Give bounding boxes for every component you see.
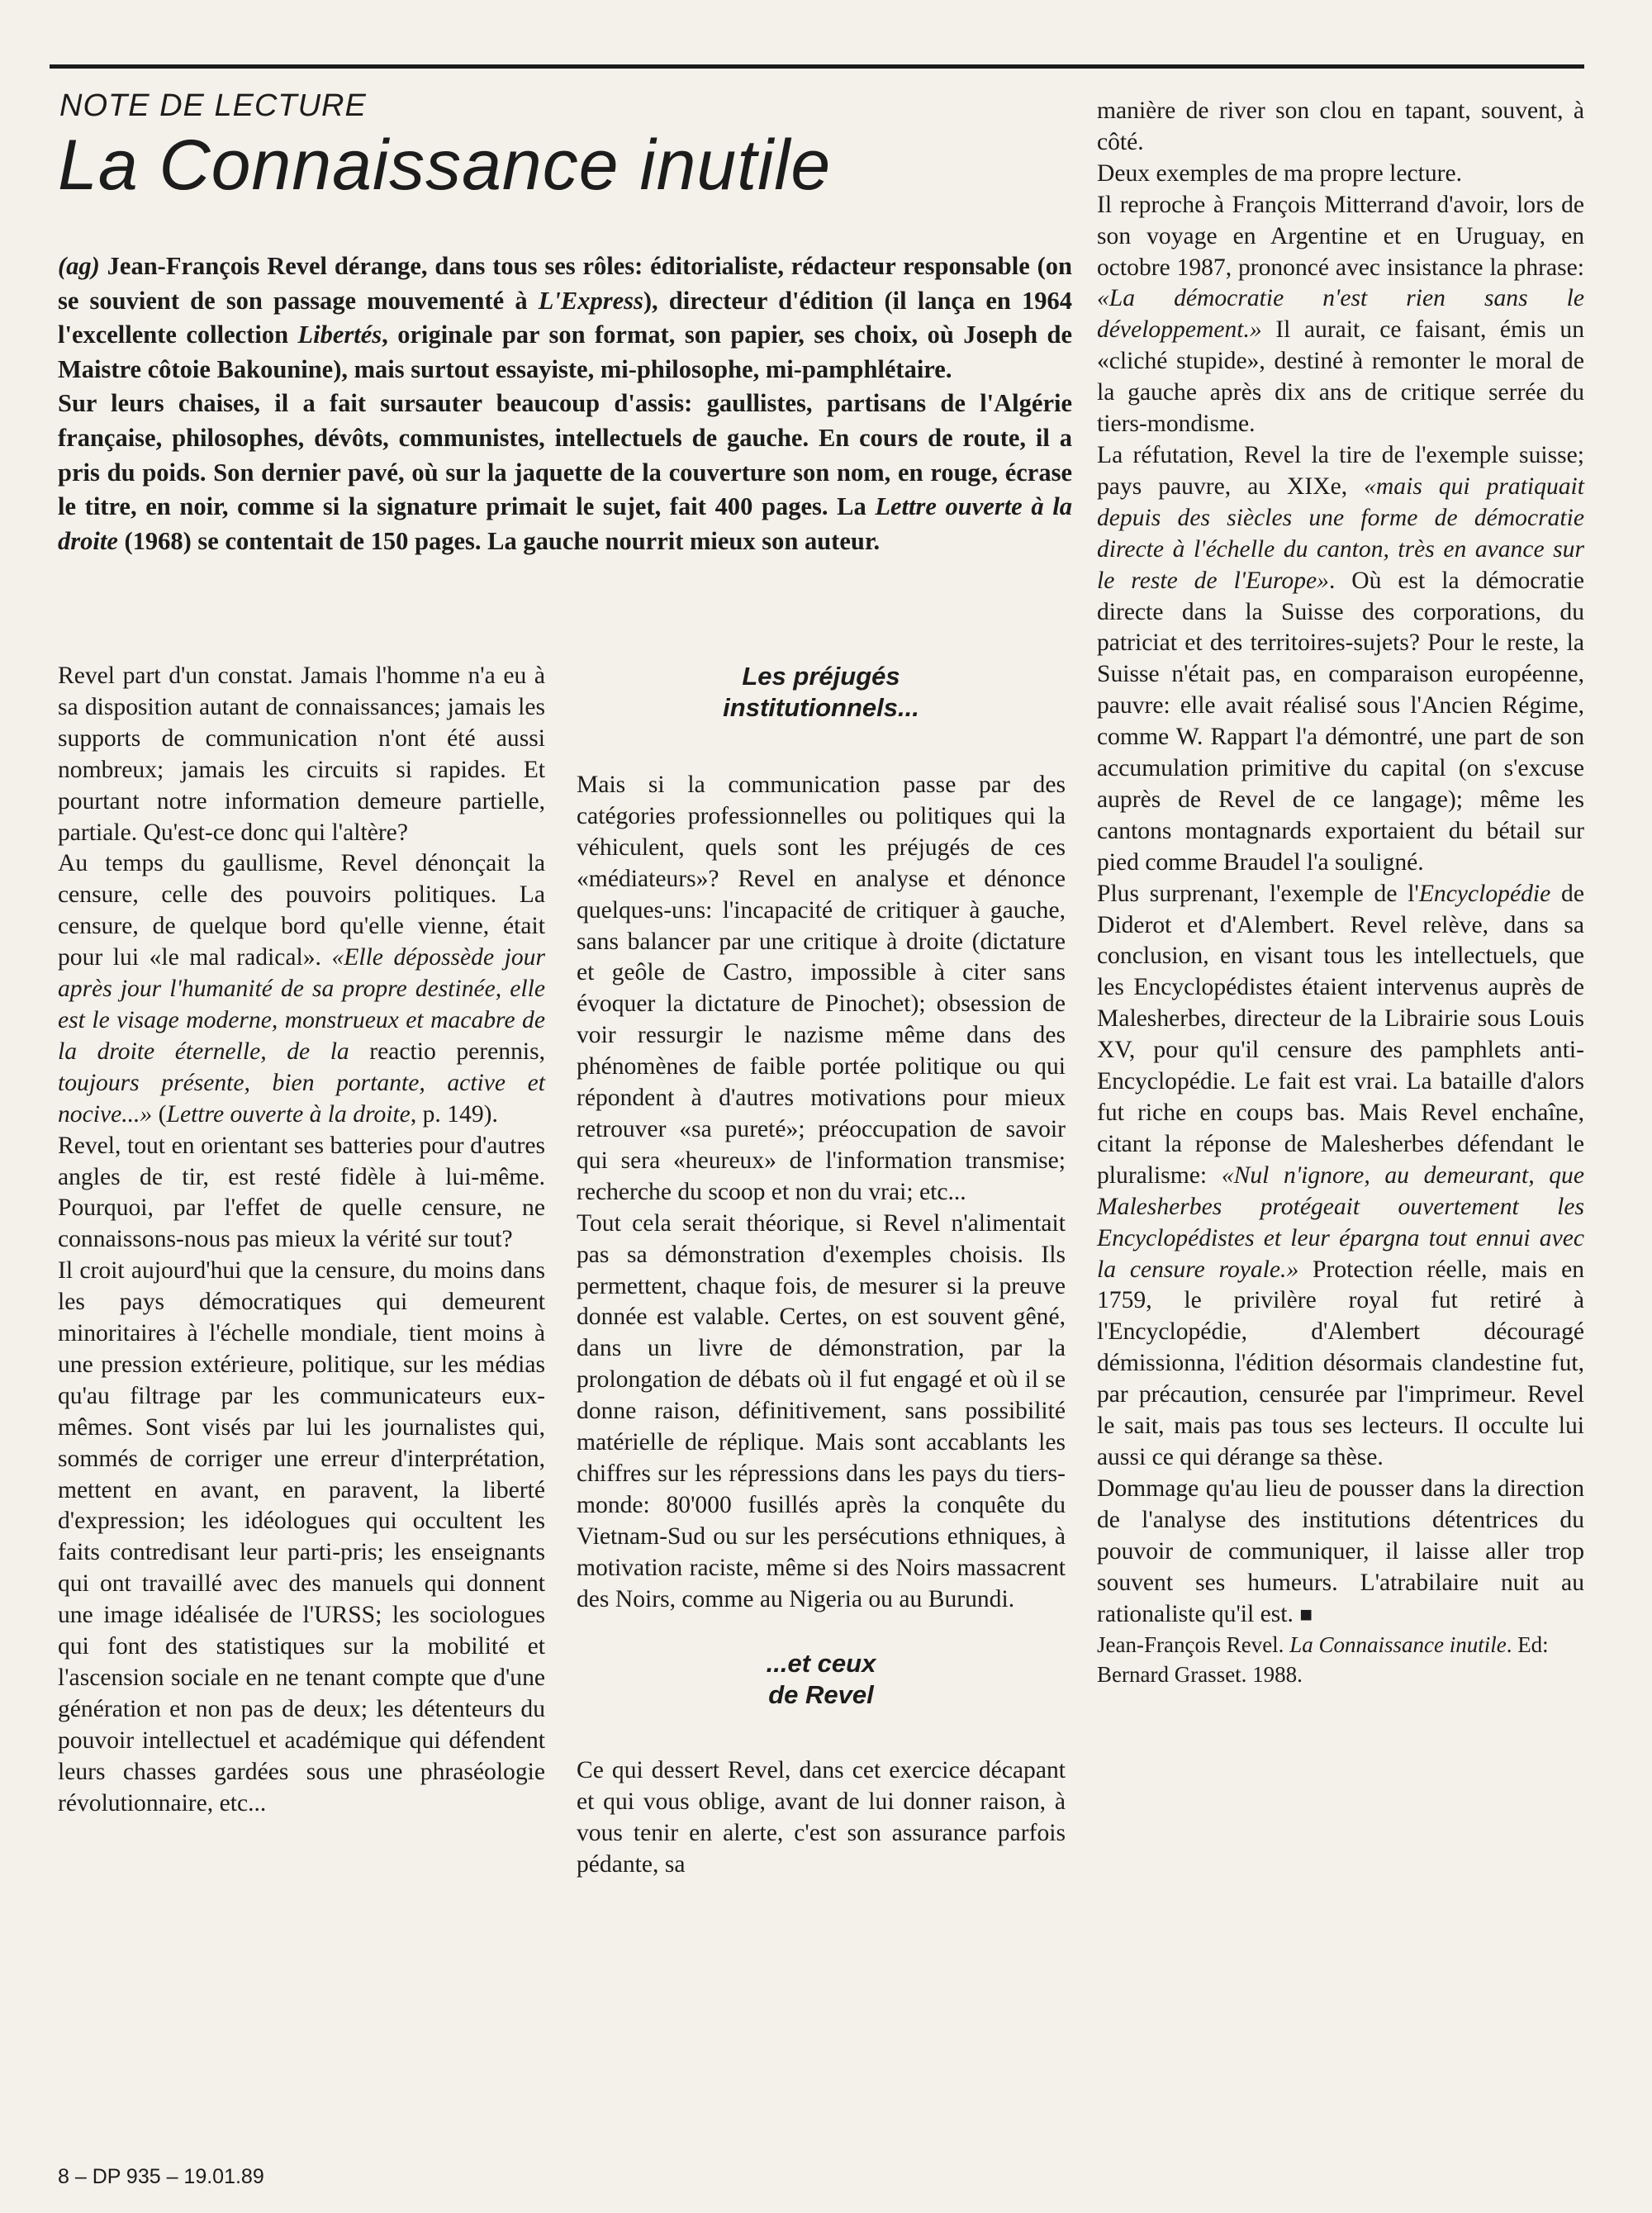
text-run: Ce qui dessert Revel, dans cet exercice décapant et qui vous oblige, avant de lui donner raison, à vous tenir en alerte, c'est son assurance parfois pédante, sa: [577, 1757, 1066, 1878]
right-body: [1097, 96, 1584, 1630]
italic-run: «Nul n'ignore, au demeurant, que Malesherbes protégeait ouvertement les Encyclopédistes et leur épargna tout ennui avec la censure royale.»: [1097, 1161, 1584, 1283]
page-footer: 8 – DP 935 – 19.01.89: [58, 2165, 264, 2188]
paragraph: [577, 1755, 1066, 1881]
subheading-line: institutionnels...: [723, 693, 919, 722]
text-run: ■: [1299, 1602, 1313, 1627]
text-run: Jean-François Revel dérange, dans tous ses rôles: éditorialiste, rédacteur responsable (on se souvient de son passage mouvementé à: [58, 252, 1072, 315]
text-run: Dommage qu'au lieu de pousser dans la direction de l'analyse des institutions détentrices du pouvoir de communiquer, il laisse aller trop souvent ses humeurs. L'atrabilaire nuit au rationaliste qu'il est.: [1097, 1475, 1584, 1627]
paragraph: [58, 661, 545, 848]
column-right: [1097, 96, 1584, 1689]
text-run: Il croit aujourd'hui que la censure, du moins dans les pays démocratiques qui demeurent minoritaires à l'échelle mondiale, tient moins à une pression extérieure, politique, sur les médias qu'au filtrage par les communicateurs eux-mêmes. Sont visés par lui les journalistes qui, sommés de corriger une erreur d'interprétation, mettent en avant, en paravent, la liberté d'expression; les idéologues qui occultent les faits contredisant leur parti-pris; les enseignants qui ont travaillé avec des manuels qui donnent une image idéalisée de l'URSS; les sociologues qui font des statistiques sur la mobilité et l'ascension sociale en ne tenant compte que d'une génération et non pas de deux; les détenteurs du pouvoir intellectuel et académique qui défendent leurs chasses gardées sous une phraséologie révolutionnaire, etc...: [58, 1257, 545, 1816]
subheading-line: de Revel: [768, 1680, 874, 1710]
subheading-line: ...et ceux: [766, 1649, 876, 1679]
paragraph: [58, 387, 1072, 558]
text-run: La réfutation, Revel la tire de l'exemple suisse; pays pauvre, au XIXe,: [1097, 441, 1584, 500]
text-run: de Diderot et d'Alembert. Revel relève, dans sa conclusion, en visant tous les intellectuels, que les Encyclopédistes étaient intervenus auprès de Malesherbes, directeur de la Librairie sous Louis XV, pour qu'il censure des pamphlets anti-Encyclopédie. Le fait est vrai. La bataille d'alors fut riche en coups bas. Mais Revel enchaîne, citant la réponse de Malesherbes défendant le pluralisme:: [1097, 880, 1584, 1189]
italic-run: (ag): [58, 252, 100, 280]
text-run: Il aurait, ce faisant, émis un «cliché stupide», destiné à remonter le moral de la gauche après dix ans de critique serrée du tiers-mondisme.: [1097, 316, 1584, 438]
italic-run: «La démocratie n'est rien sans le développement.»: [1097, 285, 1584, 344]
text-run: reactio perennis,: [349, 1038, 546, 1065]
italic-run: Libertés: [297, 321, 382, 349]
kicker: NOTE DE LECTURE: [59, 88, 367, 123]
text-run: Jean-François Revel.: [1097, 1632, 1290, 1658]
text-run: (: [152, 1100, 167, 1128]
paragraph: [1097, 96, 1584, 159]
paragraph: [1097, 1474, 1584, 1631]
text-run: . Ed: Bernard Grasset. 1988.: [1097, 1632, 1549, 1688]
text-run: , p. 149).: [410, 1100, 498, 1128]
book-reference: [1097, 1630, 1584, 1689]
subheading-prejudges: [577, 661, 1066, 724]
top-rule: [50, 64, 1584, 69]
paragraph: [1097, 440, 1584, 879]
paragraph: [58, 249, 1072, 387]
text-run: Tout cela serait théorique, si Revel n'alimentait pas sa démonstration d'exemples choisis. Ils permettent, chaque fois, de mesurer si la preuve donnée est valable. Certes, on est souvent gêné, dans un livre de démonstration, par la prolongation de débats où il fut engagé et où il se donne raison, définitivement, sans possibilité matérielle de réplique. Mais sont accablants les chiffres sur les répressions dans les pays du tiers-monde: 80'000 fusillés après la conquête du Vietnam-Sud ou sur les persécutions ethniques, à motivation raciste, même si des Noirs massacrent des Noirs, comme au Nigeria ou au Burundi.: [577, 1209, 1066, 1612]
text-run: , originale par son format, son papier, ses choix, où Joseph de Maistre côtoie Bakounine), mais surtout essayiste, mi-philosophe, mi-pamphlétaire.: [58, 321, 1072, 383]
text-run: Sur leurs chaises, il a fait sursauter beaucoup d'assis: gaullistes, partisans de l'Algérie française, philosophes, dévôts, communistes, intellectuels de gauche. En cours de route, il a pris du poids. Son dernier pavé, où sur la jaquette de la couverture son nom, en rouge, écrase le titre, en noir, comme si la signature primait le sujet, fait 400 pages. La: [58, 389, 1072, 521]
lead-paragraphs: [58, 249, 1072, 558]
text-run: Revel, tout en orientant ses batteries pour d'autres angles de tir, est resté fidèle à lui-même. Pourquoi, par l'effet de quelle censure, ne connaissons-nous pas mieux la vérité sur tout?: [58, 1132, 545, 1253]
text-run: Revel part d'un constat. Jamais l'homme n'a eu à sa disposition autant de connaissances; jamais les supports de communication n'ont été aussi nombreux; jamais les circuits si rapides. Et pourtant notre information demeure partielle, partiale. Qu'est-ce donc qui l'altère?: [58, 662, 545, 846]
middle-body-a: [577, 770, 1066, 1615]
paragraph: [1097, 190, 1584, 440]
text-run: manière de river son clou en tapant, souvent, à côté.: [1097, 97, 1584, 155]
subheading-revel: [577, 1648, 1066, 1711]
column-left: [58, 661, 545, 1820]
text-run: . Où est la démocratie directe dans la Suisse des corporations, du patriciat et des territoires-sujets? Pour le reste, la Suisse n'était pas, en comparaison européenne, pauvre: elle avait réalisé sous l'Ancien Régime, comme W. Rappart l'a démontré, une part de son accumulation primitive du capital (on s'excuse auprès de Revel de ce langage); même les cantons montagnards exportaient du bétail sur pied comme Braudel l'a souligné.: [1097, 567, 1584, 876]
paragraph: [58, 848, 545, 1130]
italic-run: Lettre ouverte à la droite: [166, 1100, 411, 1128]
paragraph: [577, 1209, 1066, 1616]
subheading-line: Les préjugés: [742, 662, 900, 691]
italic-run: La Connaissance inutile: [1289, 1632, 1507, 1658]
paragraph: [58, 1131, 545, 1256]
paragraph: [58, 1256, 545, 1819]
column-middle: [577, 661, 1066, 1881]
text-run: Protection réelle, mais en 1759, le privilère royal fut retiré à l'Encyclopédie, d'Alembert découragé démissionna, l'édition désormais clandestine fut, par précaution, censurée par l'imprimeur. Revel le sait, mais pas tous ses lecteurs. Il occulte lui aussi ce qui dérange sa thèse.: [1097, 1256, 1584, 1470]
italic-run: toujours présente, bien portante, active et nocive...»: [58, 1069, 545, 1128]
article-title: La Connaissance inutile: [58, 126, 832, 205]
text-run: Deux exemples de ma propre lecture.: [1097, 159, 1463, 187]
middle-body-b: [577, 1755, 1066, 1881]
paragraph: [1097, 159, 1584, 190]
italic-run: Encyclopédie: [1418, 880, 1551, 907]
italic-run: «mais qui pratiquait depuis des siècles une forme de démocratie directe à l'échelle du canton, très en avance sur le reste de l'Europe»: [1097, 473, 1584, 594]
text-run: (1968) se contentait de 150 pages. La gauche nourrit mieux son auteur.: [117, 526, 881, 555]
italic-run: L'Express: [538, 286, 643, 315]
text-run: Plus surprenant, l'exemple de l': [1097, 880, 1419, 907]
text-run: Mais si la communication passe par des catégories professionnelles ou politiques qui la véhiculent, quels sont les préjugés de ces «médiateurs»? Revel en analyse et dénonce quelques-uns: l'incapacité de critiquer à gauche, sans balancer par une critique à droite (dictature et geôle de Castro, impossible à citer sans évoquer la dictature de Pinochet); obsession de voir ressurgir le nazisme même dans des phénomènes de faible portée politique ou qui répondent à d'autres motivations pour mieux retrouver «sa pureté»; préoccupation de savoir qui sera «heureux» de l'information transmise; recherche du scoop et non du vrai; etc...: [577, 772, 1066, 1205]
paragraph: [577, 770, 1066, 1209]
text-run: ), directeur d'édition (il lança en 1964 l'excellente collection: [58, 286, 1072, 349]
italic-run: Lettre ouverte à la droite: [58, 492, 1072, 555]
text-run: Il reproche à François Mitterrand d'avoir, lors de son voyage en Argentine et en Uruguay, en octobre 1987, prononcé avec insistance la phrase:: [1097, 191, 1584, 281]
text-run: Au temps du gaullisme, Revel dénonçait la censure, celle des pouvoirs politiques. La censure, de quelque bord qu'elle vienne, était pour lui «le mal radical».: [58, 850, 545, 971]
paragraph: [1097, 879, 1584, 1474]
italic-run: «Elle dépossède jour après jour l'humanité de sa propre destinée, elle est le visage moderne, monstrueux et macabre de la droite éternelle, de la: [58, 944, 545, 1065]
